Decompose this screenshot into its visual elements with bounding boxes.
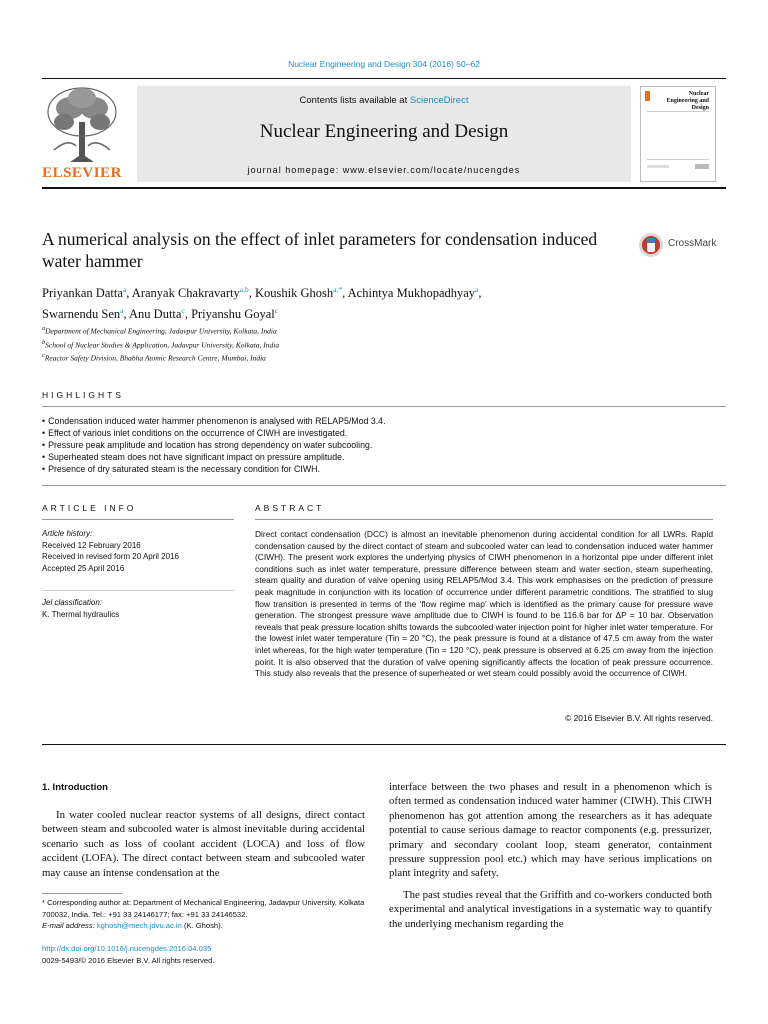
affiliation-text: Department of Mechanical Engineering, Jadavpur University, Kolkata, India: [45, 326, 277, 336]
affiliation: [42, 323, 642, 337]
email-line: [42, 920, 365, 932]
sciencedirect-link[interactable]: ScienceDirect: [409, 95, 469, 106]
section-heading-introduction: 1. Introduction: [42, 782, 108, 793]
author-separator: ,: [342, 286, 348, 301]
author[interactable]: Anu Dutta: [129, 307, 182, 322]
author-list: [42, 281, 682, 323]
highlight-item: • Presence of dry saturated steam is the necessary condition for CIWH.: [42, 463, 602, 475]
author-affiliation-mark[interactable]: a: [120, 306, 124, 316]
author-separator: ,: [478, 286, 482, 301]
author[interactable]: Aranyak Chakravarty: [131, 286, 240, 301]
author-affiliation-mark[interactable]: a: [475, 285, 479, 294]
abstract-text: Direct contact condensation (DCC) is almost an inevitable phenomenon during accidental condition for all LWRs. Rapid condensation caused by the direct contact of steam and subcooled water can lead to condensation induced water hammer (CIWH). The present work explores the underlying physics of CIWH phenomenon in a horizontal pipe under different inlet conditions such as inlet water temperature, pressure difference between steam and water section, steam superheating, steam quality and duration of valve opening using RELAP5/Mod 3.4. This work emphasises on the prediction of pressure peak magnitude in conjunction with its location of occurrence under different parametric conditions. The stratified to slug flow transition is presented in terms of the ‘flow regime map’ which is identified as the primary cause for pressure wave generation. The strongest pressure wave amplitude due to CIWH is found to be 116.6 bar for ΔP = 10 bar. Observation reveals that peak pressure location shifts towards the subcooled water injection point for higher inlet water temperature. For the lowest inlet water temperature (Tin = 20 °C), the peak pressure is found at a distance of 47.5 cm away from the water inlet whereas, for the high water temperature (Tin = 120 °C), peak pressure is observed at 6.25 cm away from the injection point. It is also observed that the duration of valve opening significantly affects the location of peak pressure occurrence. This study also reveals that the presence of superheated or wet steam could possibly avoid the occurrence of CIWH.: [255, 529, 713, 679]
header-top-rule: [42, 78, 726, 79]
abstract-bottom-rule: [42, 744, 726, 745]
intro-paragraph-right-1: interface between the two phases and result in a phenomenon which is often termed as condensation induced water hammer (CIWH). This CIWH phenomenon has got attention among the researchers as it has adequate potential to cause serious damage to reactor components (e.g. pressurizer, primary and secondary coolant loop, steam generator, containment pressure suppression pool etc.) which may have serious implications on plant integrity and safety.: [389, 781, 712, 880]
affiliation: [42, 337, 642, 351]
doi-link[interactable]: http://dx.doi.org/10.1016/j.nucengdes.2016.04.035: [42, 944, 212, 953]
article-history: [42, 528, 232, 574]
email-suffix: (K. Ghosh).: [181, 921, 223, 930]
author-separator: ,: [126, 286, 132, 301]
intro-paragraph-left: In water cooled nuclear reactor systems of all designs, direct contact between steam and subcooled water is almost inevitable during accidental scenario such as loss of coolant accident (LOCA) and loss of flow accident (LOFA). The direct contact between steam and subcooled water may cause an intense condensation at the: [42, 809, 365, 879]
affiliation-mark: c: [42, 352, 45, 359]
issn-line: 0029-5493/© 2016 Elsevier B.V. All rights reserved.: [42, 955, 215, 965]
revised-date: Received in revised form 20 April 2016: [42, 552, 179, 561]
article-info-rule: [42, 519, 234, 520]
highlight-item: • Effect of various inlet conditions on the occurrence of CIWH are investigated.: [42, 427, 602, 439]
author[interactable]: Achintya Mukhopadhyay: [347, 286, 476, 301]
crossmark-badge[interactable]: [638, 232, 718, 258]
corresponding-author-footnote: [42, 897, 365, 932]
author[interactable]: Priyankan Datta: [42, 286, 123, 301]
abstract-heading: ABSTRACT: [255, 503, 325, 513]
elsevier-logo: [40, 84, 124, 182]
highlights-rule: [42, 406, 726, 407]
highlight-item: • Pressure peak amplitude and location has strong dependency on water subcooling.: [42, 439, 602, 451]
author-separator: ,: [123, 307, 130, 322]
elsevier-wordmark: ELSEVIER: [42, 165, 122, 181]
author-affiliation-mark[interactable]: c: [274, 306, 279, 316]
crossmark-icon: [638, 232, 664, 258]
doi-block: [42, 943, 365, 966]
journal-homepage[interactable]: journal homepage: www.elsevier.com/locate/nucengdes: [247, 165, 521, 175]
highlights-bottom-rule: [42, 485, 726, 486]
elsevier-tree-icon: [40, 84, 124, 164]
author-separator: ,: [184, 307, 192, 322]
jel-value: K. Thermal hydraulics: [42, 609, 120, 619]
author[interactable]: Swarnendu Sen: [42, 307, 121, 322]
affiliation-mark: a: [42, 325, 46, 332]
journal-title: Nuclear Engineering and Design: [259, 121, 509, 142]
journal-banner: [137, 86, 631, 182]
intro-paragraph-right-2: The past studies reveal that the Griffith and co-workers conducted both experimental and analytical investigations in a systematic way to quantify the underlying mechanism regarding the: [389, 889, 712, 930]
author-affiliation-mark[interactable]: c: [181, 306, 185, 316]
header-bottom-rule: [42, 187, 726, 189]
email-link[interactable]: kghosh@mech.jdvu.ac.in: [96, 921, 182, 930]
affiliation-text: Reactor Safety Division, Bhabha Atomic Research Centre, Mumbai, India: [44, 353, 266, 363]
article-info-heading: ARTICLE INFO: [42, 503, 137, 513]
highlights-heading: HIGHLIGHTS: [42, 390, 124, 400]
author[interactable]: Koushik Ghosh: [254, 286, 334, 301]
article-info-divider: [42, 590, 234, 591]
article-history-label: Article history:: [42, 529, 93, 538]
cover-title: Nuclear Engineering and Design: [666, 91, 709, 111]
author-separator: ,: [248, 286, 255, 301]
author-affiliation-mark[interactable]: a: [122, 285, 127, 294]
highlight-item: • Superheated steam does not have significant impact on pressure amplitude.: [42, 451, 602, 463]
cover-logo-mark: [645, 91, 650, 101]
journal-cover-thumbnail[interactable]: [640, 86, 716, 182]
contents-prefix: Contents lists available at: [299, 95, 410, 106]
footnote-rule: [42, 893, 122, 894]
paper-title: A numerical analysis on the effect of inlet parameters for condensation induced water hammer: [42, 229, 598, 271]
corresponding-author-text: * Corresponding author at: Department of Mechanical Engineering, Jadavpur University, Kolkata 700032, India. Tel.: +91 33 24146177; fax: +91 33 24146532.: [42, 898, 365, 919]
author-affiliation-mark[interactable]: a,*: [333, 285, 343, 294]
jel-label: Jel classification:: [42, 598, 103, 607]
abstract-copyright: © 2016 Elsevier B.V. All rights reserved.: [565, 713, 713, 723]
email-label: E-mail address:: [42, 921, 97, 930]
crossmark-label: CrossMark: [668, 238, 717, 249]
author-affiliation-mark[interactable]: a,b: [239, 285, 249, 294]
affiliation-text: School of Nuclear Studies & Application, Jadavpur University, Kolkata, India: [45, 340, 280, 349]
contents-line: [137, 95, 631, 106]
affiliation-mark: b: [42, 338, 46, 346]
highlight-item: • Condensation induced water hammer phenomenon is analysed with RELAP5/Mod 3.4.: [42, 415, 602, 427]
affiliation-list: [42, 323, 642, 364]
received-date: Received 12 February 2016: [42, 540, 141, 550]
accepted-date: Accepted 25 April 2016: [42, 563, 125, 573]
jel-classification: [42, 597, 232, 620]
author[interactable]: Priyanshu Goyal: [191, 307, 275, 322]
journal-citation[interactable]: Nuclear Engineering and Design 304 (2016) 50–62: [288, 59, 480, 69]
abstract-rule: [255, 519, 713, 520]
affiliation: [42, 350, 642, 364]
highlights-list: [42, 415, 602, 475]
